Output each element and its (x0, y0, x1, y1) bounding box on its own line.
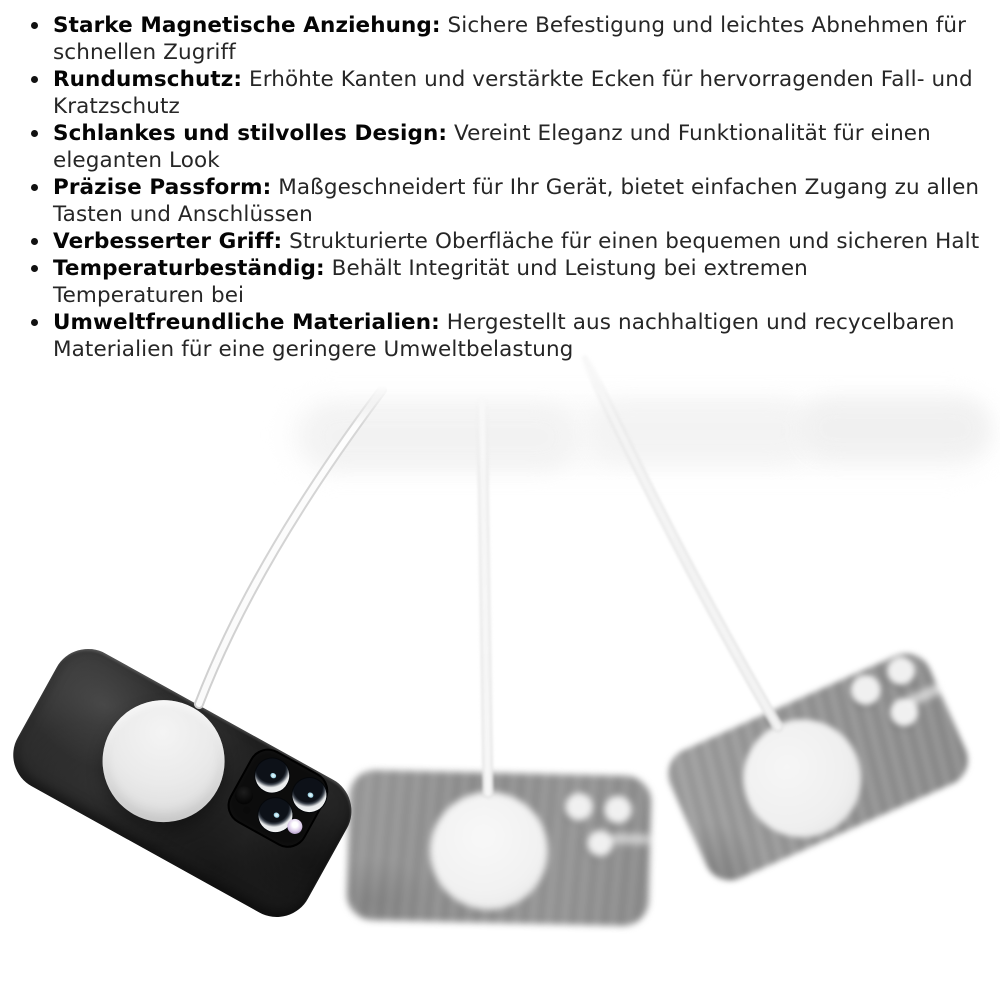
feature-text: Erhöhte Kanten und verstärkte Ecken für hervorragenden Fall- und Kratzschutz (53, 67, 973, 119)
feature-label: Rundumschutz: (53, 67, 243, 92)
phone-case-middle-blurred (346, 770, 651, 927)
camera-lens-icon (248, 751, 297, 800)
lens-glint (273, 811, 281, 818)
feature-label: Verbesserter Griff: (53, 229, 283, 254)
feature-text: Sichere Befestigung und leichtes Abnehmen für schnellen Zugriff (53, 13, 967, 65)
feature-text: Strukturierte Oberfläche für einen bequemen und sicheren Halt (282, 229, 980, 254)
microphone-dot-icon (242, 805, 252, 815)
background-haze (590, 400, 810, 462)
lens-glint (307, 791, 315, 798)
feature-label: Präzise Passform: (53, 175, 272, 200)
phone-case-right-blurred (660, 645, 976, 888)
feature-label: Temperaturbeständig: (53, 256, 325, 281)
camera-lens-icon (565, 792, 594, 821)
background-haze (305, 404, 575, 470)
background-haze (800, 398, 990, 458)
feature-text: Vereint Eleganz und Funktionalität für einen eleganten Look (53, 121, 931, 173)
magsafe-charger-puck (724, 700, 880, 856)
camera-lens-icon (883, 652, 920, 689)
feature-text: Behält Integrität und Leistung bei extremen Temperaturen bei (53, 256, 808, 308)
lidar-sensor-icon (232, 783, 256, 807)
camera-lens-icon (846, 670, 886, 710)
feature-text: Hergestellt aus nachhaltigen und recycelbaren Materialien für eine geringere Umweltbelastung (53, 310, 955, 362)
feature-text: Maßgeschneidert für Ihr Gerät, bietet einfachen Zugang zu allen Tasten und Anschlüssen (53, 175, 980, 227)
magsafe-charger-puck (81, 678, 247, 844)
camera-lens-icon (587, 830, 614, 857)
lens-glint (270, 772, 278, 779)
camera-module (220, 741, 335, 854)
feature-label: Starke Magnetische Anziehung: (53, 13, 441, 38)
motion-blur-streak (610, 834, 650, 845)
magsafe-charger-puck (429, 790, 550, 911)
motion-blur-streak (905, 682, 944, 708)
camera-lens-icon (604, 795, 633, 824)
feature-label: Umweltfreundliche Materialien: (53, 310, 440, 335)
phone-case-left (0, 636, 364, 930)
feature-label: Schlankes und stilvolles Design: (53, 121, 448, 146)
